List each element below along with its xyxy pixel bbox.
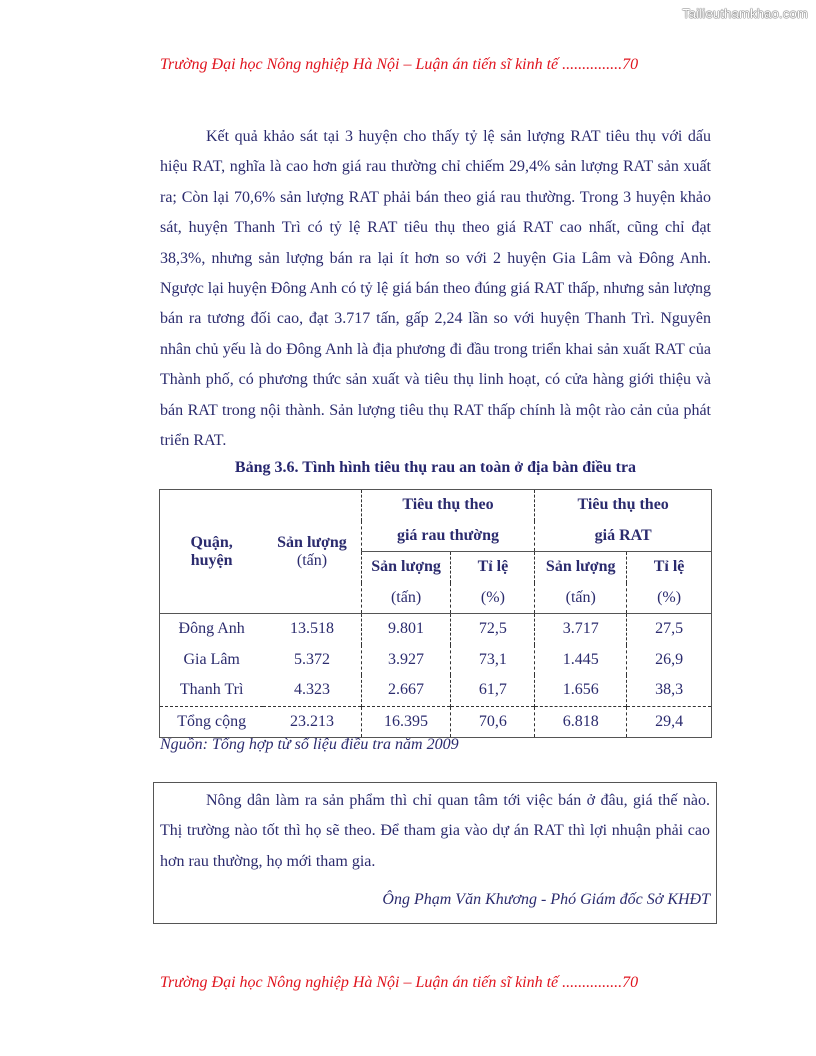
header-reg-ratio-unit: (%) [451, 583, 535, 614]
row-rat-output: 1.656 [535, 675, 627, 706]
row-output: 5.372 [293, 650, 330, 668]
header-rat-ratio-unit: (%) [627, 583, 712, 614]
header-reg-output-unit: (tấn) [361, 583, 451, 614]
total-rat-ratio: 29,4 [627, 706, 712, 738]
table-row [160, 675, 712, 706]
header-rat-output: Sản lượng [535, 552, 627, 583]
table-caption: Bảng 3.6. Tình hình tiêu thụ rau an toàn ở địa bàn điều tra [234, 459, 637, 476]
row-output: 13.518 [289, 620, 334, 638]
body-paragraph: Kết quả khảo sát tại 3 huyện cho thấy tỷ lệ sản lượng RAT tiêu thụ với dấu hiệu RAT, nghĩa là cao hơn giá rau thường chỉ chiếm 29,4% sản lượng RAT sản xuất ra; Còn lại 70,6% sản lượng RAT phải bán theo giá rau thường. Trong 3 huyện khảo sát, huyện Thanh Trì có tỷ lệ RAT tiêu thụ theo giá RAT cao nhất, cũng chỉ đạt 38,3%, nhưng sản lượng bán ra lại ít hơn so với 2 huyện Gia Lâm và Đông Anh. Ngược lại huyện Đông Anh có tỷ lệ giá bán theo đúng giá RAT thấp, nhưng sản lượng bán ra tương đối cao, đạt 3.717 tấn, gấp 2,24 lần so với huyện Thanh Trì. Nguyên nhân chủ yếu là do Đông Anh là địa phương đi đầu trong triển khai sản xuất RAT của Thành phố, có phương thức sản xuất và tiêu thụ linh hoạt, có cửa hàng giới thiệu và bán RAT trong nội thành. Sản lượng tiêu thụ RAT thấp chính là một rào cản của phát triển RAT. [160, 128, 712, 450]
quote-box [153, 782, 717, 924]
row-name: Đông Anh [178, 620, 245, 638]
site-watermark: Tailieuthamkhao.com [682, 6, 808, 21]
consumption-table [159, 489, 712, 738]
header-rat-group-line1: Tiêu thụ theo [535, 490, 712, 521]
header-rat-group-line2: giá RAT [535, 521, 712, 552]
header-district: Quận, [190, 533, 233, 551]
quote-text: Nông dân làm ra sản phẩm thì chỉ quan tâm tới việc bán ở đâu, giá thế nào. Thị trường nào tốt thì họ sẽ theo. Để tham gia vào dự án RAT thì lợi nhuận phải cao hơn rau thường, họ mới tham gia. [160, 792, 710, 870]
running-footer: Trường Đại học Nông nghiệp Hà Nội – Luận án tiến sĩ kinh tế ...............70 [160, 974, 639, 991]
header-rat-output-unit: (tấn) [535, 583, 627, 614]
table-row [160, 645, 712, 676]
row-reg-ratio: 72,5 [451, 614, 535, 645]
header-reg-output: Sản lượng [361, 552, 451, 583]
table-row [160, 614, 712, 645]
header-district-line2: huyện [190, 551, 233, 569]
table-source-note: Nguồn: Tổng hợp từ số liệu điều tra năm 2009 [160, 736, 459, 753]
header-regular-group-line1: Tiêu thụ theo [361, 490, 535, 521]
row-name: Gia Lâm [183, 650, 240, 668]
row-reg-output: 3.927 [361, 645, 451, 676]
row-reg-output: 9.801 [361, 614, 451, 645]
row-rat-output: 1.445 [535, 645, 627, 676]
header-output-unit: (tấn) [296, 551, 328, 569]
row-name: Thanh Trì [179, 681, 244, 699]
table-total-row [160, 706, 712, 738]
quote-attribution: Ông Phạm Văn Khương - Phó Giám đốc Sở KHĐT [382, 891, 710, 908]
row-reg-ratio: 61,7 [451, 675, 535, 706]
row-output: 4.323 [293, 681, 330, 699]
row-rat-output: 3.717 [535, 614, 627, 645]
total-rat-output: 6.818 [535, 706, 627, 738]
total-name: Tổng cộng [160, 706, 264, 738]
row-rat-ratio: 38,3 [627, 675, 712, 706]
total-reg-ratio: 70,6 [451, 706, 535, 738]
header-reg-ratio: Tỉ lệ [451, 552, 535, 583]
header-rat-ratio: Tỉ lệ [627, 552, 712, 583]
header-output: Sản lượng [277, 533, 347, 551]
header-regular-group-line2: giá rau thường [361, 521, 535, 552]
row-reg-ratio: 73,1 [451, 645, 535, 676]
total-output: 23.213 [263, 706, 361, 738]
total-reg-output: 16.395 [361, 706, 451, 738]
row-rat-ratio: 27,5 [627, 614, 712, 645]
row-reg-output: 2.667 [361, 675, 451, 706]
row-rat-ratio: 26,9 [627, 645, 712, 676]
running-header: Trường Đại học Nông nghiệp Hà Nội – Luận án tiến sĩ kinh tế ...............70 [160, 56, 639, 73]
